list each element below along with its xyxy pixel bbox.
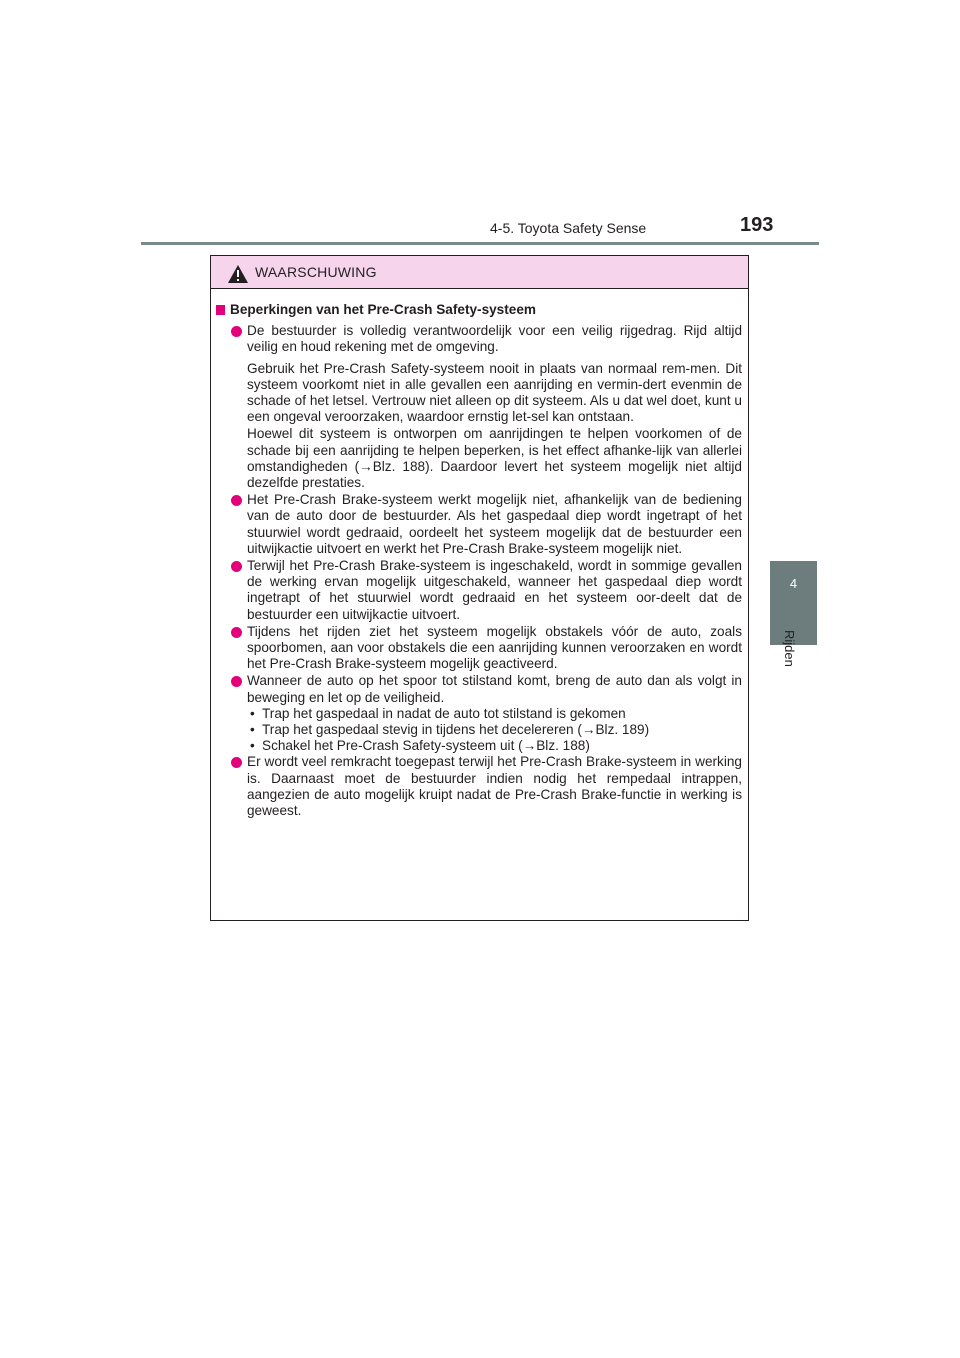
page-number: 193 — [740, 214, 774, 236]
list-item — [216, 323, 742, 355]
sub-list-item — [216, 706, 742, 722]
section-heading-text: Beperkingen van het Pre-Crash Safety-systeem — [230, 302, 536, 317]
warning-triangle-icon — [227, 264, 249, 284]
round-bullet-icon — [231, 757, 242, 768]
warning-box — [210, 255, 749, 921]
square-bullet-icon — [216, 305, 225, 315]
list-item — [216, 624, 742, 673]
round-bullet-icon — [231, 561, 242, 572]
paragraph: Hoewel dit systeem is ontworpen om aanrijdingen te helpen voorkomen of de schade bij een aanrijding te helpen beperken, is het effect afhanke-lijk van allerlei omstandigheden (→Blz. 188). Daardoor levert het systeem mogelijk niet altijd dezelfde prestaties. — [247, 426, 742, 491]
list-item — [216, 558, 742, 623]
warning-title: WAARSCHUWING — [255, 264, 377, 280]
list-item — [216, 492, 742, 557]
sub-bullet-marker: • — [250, 722, 255, 738]
sub-list-item-text: Trap het gaspedaal stevig in tijdens het decelereren (→Blz. 189) — [262, 722, 650, 738]
sub-list-item-text: Schakel het Pre-Crash Safety-systeem uit (→Blz. 188) — [262, 738, 590, 754]
list-item-text: Het Pre-Crash Brake-systeem werkt mogelijk niet, afhankelijk van de bediening van de auto door de bestuurder. Als het gaspedaal diep wordt ingetrapt of het stuurwiel wordt gedraaid, oordeelt het systeem mogelijk dat de bestuurder een uitwijkactie uitvoert en werkt het Pre-Crash Brake-systeem mogelijk niet. — [247, 492, 742, 556]
warning-body — [211, 289, 748, 819]
chapter-label: Rijden — [782, 630, 797, 667]
sub-list-item — [216, 738, 742, 754]
list-item — [216, 673, 742, 705]
warning-header — [211, 256, 748, 289]
list-item-text: Terwijl het Pre-Crash Brake-systeem is ingeschakeld, wordt in sommige gevallen de werking ervan mogelijk uitgeschakeld, wanneer het gaspedaal diep wordt ingetrapt of het stuurwiel wordt gedraaid en het systeem oor-deelt dat de bestuurder een uitwijkactie uitvoert. — [247, 558, 742, 622]
chapter-number: 4 — [789, 576, 798, 591]
header-divider — [141, 242, 819, 245]
list-item — [216, 754, 742, 819]
sub-bullet-marker: • — [250, 705, 255, 721]
paragraph: Gebruik het Pre-Crash Safety-systeem nooit in plaats van normaal rem-men. Dit systeem voorkomt niet in alle gevallen een aanrijding en vermin-dert evenmin de schade of het letsel. Vertrouw niet alleen op dit systeem. Als u dat wel doet, kunt u een ongeval veroorzaken, waardoor ernstig let-sel kan ontstaan. — [247, 360, 742, 425]
list-item-text: De bestuurder is volledig verantwoordelijk voor een veilig rijgedrag. Rijd altijd veilig en houd rekening met de omgeving. — [247, 323, 742, 355]
section-heading — [216, 302, 742, 318]
round-bullet-icon — [231, 495, 242, 506]
sub-bullet-marker: • — [250, 738, 255, 754]
round-bullet-icon — [231, 326, 242, 337]
sub-list-item-text: Trap het gaspedaal in nadat de auto tot stilstand is gekomen — [262, 705, 626, 721]
header-section-title: 4-5. Toyota Safety Sense — [490, 220, 647, 236]
round-bullet-icon — [231, 676, 242, 687]
round-bullet-icon — [231, 627, 242, 638]
sub-list-item — [216, 722, 742, 738]
list-item-text: Wanneer de auto op het spoor tot stilstand komt, breng de auto dan als volgt in beweging en let op de veiligheid. — [247, 673, 742, 705]
list-item-text: Er wordt veel remkracht toegepast terwijl het Pre-Crash Brake-systeem in werking is. Daarnaast moet de bestuurder indien nodig het rempedaal intrappen, aangezien de auto mogelijk kruipt nadat de Pre-Crash Brake-functie in werking is geweest. — [247, 754, 742, 819]
list-item-text: Tijdens het rijden ziet het systeem mogelijk obstakels vóór de auto, zoals spoorbomen, aan voor obstakels die een aanrijding kunnen veroorzaken en wordt het Pre-Crash Brake-systeem mogelijk geactiveerd. — [247, 623, 742, 672]
